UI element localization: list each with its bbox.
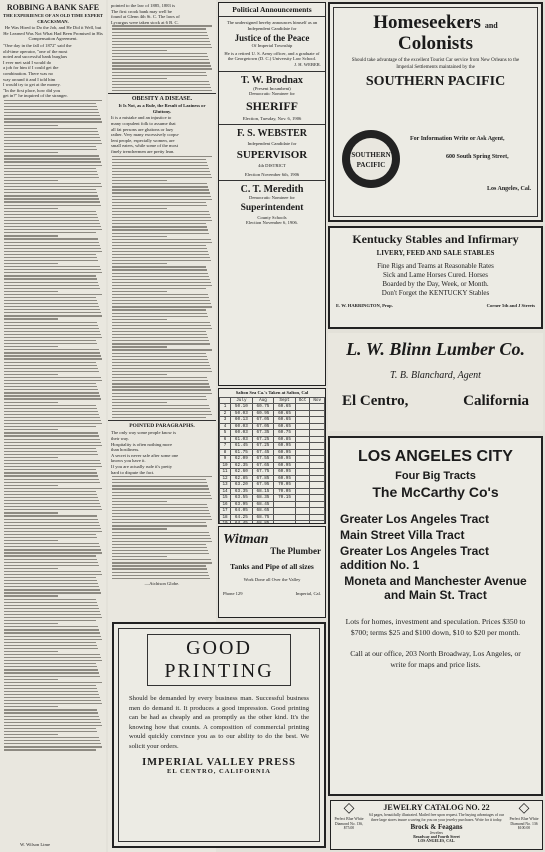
salton-cell: 12 (220, 475, 231, 482)
salton-cell (274, 521, 296, 524)
salton-cell: 60.95 (274, 449, 296, 456)
article-intro (111, 3, 213, 25)
sp-logo-bottom: PACIFIC (356, 161, 386, 169)
kentucky-line: Sick and Lame Horses Cured. Horses (383, 271, 488, 279)
salton-cell: 63.35 (231, 488, 253, 495)
obesity-body (111, 115, 213, 154)
salton-cell: 60.95 (274, 475, 296, 482)
blinn-city: El Centro, (342, 393, 409, 409)
story-line: I would try to get at the money. (3, 82, 61, 88)
salton-cell: 68.85 (252, 521, 274, 524)
salton-cell: 67.05 (252, 417, 274, 424)
salton-cell: 60.65 (274, 417, 296, 424)
salton-cell: 17 (220, 508, 231, 515)
salton-cell: 16 (220, 501, 231, 508)
story-line: "One day in the fall of 1872" said the (3, 42, 72, 48)
kentucky-lines (330, 262, 541, 298)
salton-cell: 60.75 (252, 404, 274, 411)
brodnax-announcement (219, 72, 325, 126)
weber-announcement (219, 17, 325, 72)
salton-cell: 70.05 (274, 488, 296, 495)
diamond-icon: ◇ (518, 801, 530, 816)
obesity-line: It is a mistake and an injustice to (111, 115, 172, 121)
obesity-line: lent people, especially women, are (111, 137, 175, 143)
salton-cell: 60.75 (274, 430, 296, 437)
salton-cell: 1 (220, 404, 231, 411)
column-bank-safe-story (0, 0, 106, 852)
webster-office: SUPERVISOR (236, 148, 308, 161)
salton-cell: 68.65 (252, 508, 274, 515)
salton-cell: 7 (220, 443, 231, 450)
meredith-office: Superintendent (240, 202, 304, 213)
meredith-election: Election November 6, 1906. (246, 220, 298, 226)
salton-cell: 60.65 (274, 423, 296, 430)
witman-tagline: Tanks and Pipe of all sizes (230, 562, 314, 571)
obesity-line: many corpulent folk to assume that (111, 120, 176, 126)
meredith-announcement (219, 181, 325, 229)
jewelry-name: Brock & Feagans (410, 823, 463, 831)
story-line: combination. There was no (3, 70, 53, 76)
sunset-route-logo (340, 128, 402, 190)
sp-info: For Information Write or Ask Agent, (410, 136, 505, 142)
kentucky-prop: E. W. HARRINGTON, Prop. (336, 303, 393, 308)
salton-cell: 67.35 (252, 430, 274, 437)
pointed-line: Hospitality is often nothing more (111, 441, 172, 447)
pointed-title: POINTED PARAGRAPHS. (129, 423, 195, 430)
colonists-title: Colonists (398, 33, 473, 54)
story-line: "In the first place, how did you (3, 87, 61, 93)
la-tract-2: Main Street Villa Tract (340, 528, 465, 542)
salton-cell: 67.05 (252, 423, 274, 430)
salton-cell: 62.35 (231, 462, 253, 469)
webster-district: 4th DISTRICT (258, 162, 286, 168)
sp-logo-top: SOUTHERN (351, 151, 391, 159)
salton-cell: 61.75 (231, 449, 253, 456)
la-title: LOS ANGELES CITY (358, 448, 513, 465)
salton-cell: 70.15 (274, 495, 296, 502)
brodnax-note: (Present Incumbent) (253, 85, 291, 91)
jewelry-city: LOS ANGELES, CAL. (417, 839, 456, 844)
sp-company: SOUTHERN PACIFIC (365, 74, 506, 89)
printing-press: IMPERIAL VALLEY PRESS (142, 757, 296, 768)
story-line: I ever met said I would do (3, 59, 52, 65)
webster-announcement (219, 125, 325, 181)
salton-cell: 10 (220, 462, 231, 469)
weber-intro: The undersigned hereby announces himself as an Independent Candidate for (226, 20, 318, 31)
witman-footer (223, 591, 321, 597)
salton-header: July (231, 397, 253, 404)
webster-party: Independent Candidate for (247, 141, 297, 147)
la-contact: Call at our office, 203 North Broadway, Los Angeles, or write for maps and price lists. (350, 649, 521, 669)
kentucky-line: Don't Forget the KENTUCKY Stables (381, 289, 490, 297)
la-sub1: Four Big Tracts (395, 470, 476, 482)
story-text-continuation (4, 100, 102, 751)
story-line: way around it and I told him (3, 76, 56, 82)
witman-plumber-ad (218, 526, 326, 618)
la-text: Lots for homes, investment and speculation. Prices $350 to $700; terms $25 and $100 down, $10 to $20 per month. (345, 617, 526, 637)
salton-cell: 5 (220, 430, 231, 437)
intro-continuation (112, 25, 212, 91)
blinn-lumber-ad (328, 333, 543, 431)
salton-cell: 13 (220, 482, 231, 489)
kentucky-footer (336, 303, 535, 309)
sp-city: Los Angeles, Cal. (486, 186, 531, 192)
diamond-right (506, 801, 542, 849)
salton-cell: 67.45 (252, 449, 274, 456)
witman-note: Work Done all Over the Valley (243, 577, 301, 582)
pointed-line: knows you have it. (111, 458, 146, 464)
salton-cell: 60.03 (231, 430, 253, 437)
salton-cell: 11 (220, 469, 231, 476)
story-signoff: W. Wilson Lime (20, 842, 51, 848)
witman-city: Imperial, Cal. (295, 590, 321, 596)
story-deck-1: THE EXPERIENCE OF AN OLD TIME EXPERT CRACKSMAN. (3, 13, 103, 24)
story-line: old-time operator, "one of the most (3, 48, 68, 54)
salton-header: Aug (252, 397, 274, 404)
story-line: noted and successful bank burglars (3, 54, 68, 60)
salton-cell: 68.35 (252, 495, 274, 502)
webster-name: F. S. WEBSTER (236, 128, 308, 140)
pointed-line: A secret is never safe after some one (111, 452, 179, 458)
jewelry-catalog-ad (330, 800, 543, 850)
salton-cell: 64.45 (231, 521, 253, 524)
jewelry-text: 64 pages, beautifully illustrated. Mailed free upon request. The buying advantages of our three large stores insure a saving for you on your jewelry purchases. Write for it today. (369, 813, 504, 822)
pointed-line: their way. (111, 435, 130, 441)
obesity-title: OBESITY A DISEASE. (131, 96, 193, 103)
salton-cell: 60.95 (274, 456, 296, 463)
salton-header: Nov (310, 397, 325, 404)
salton-cell: 60.95 (274, 469, 296, 476)
brodnax-name: T. W. Brodnax (241, 74, 303, 86)
intro-line: The first crook bank may well be (111, 8, 172, 14)
pointed-line: If you are actually rude it's pretty (111, 463, 173, 469)
salton-cell: 50.03 (231, 410, 253, 417)
salton-cell: 67.95 (252, 482, 274, 489)
jewelry-center (367, 801, 506, 849)
intro-line: pointed to the law of 1885, 1883 is (111, 3, 176, 8)
la-tracts (330, 512, 541, 602)
story-deck-2: He Was Hired to Do the Job, and He Did it Well, but He Learned Was Not What Had Been Promised in His Compensation Agreement. (3, 25, 103, 42)
obesity-line: all fat persons are gluttons or lazy (111, 126, 174, 132)
salton-cell: 2 (220, 410, 231, 417)
witman-phone: Phone 129 (223, 590, 243, 596)
kentucky-sub: LIVERY, FEED AND SALE STABLES (376, 249, 495, 257)
salton-cell: 63.95 (231, 501, 253, 508)
story-headline: ROBBING A BANK SAFE (6, 3, 100, 12)
salton-cell: 61.03 (231, 436, 253, 443)
blinn-state: California (463, 393, 529, 409)
salton-sea-readings (218, 388, 326, 524)
salton-cell: 60.03 (231, 423, 253, 430)
salton-cell: 61.45 (231, 443, 253, 450)
story-body (3, 43, 103, 99)
pointed-line: hard to dispute the fact. (111, 469, 155, 475)
divider (108, 93, 216, 94)
weber-office: Justice of the Peace (234, 33, 310, 44)
meredith-sub: County Schools (257, 214, 287, 220)
la-sub2: The McCarthy Co's (372, 484, 499, 500)
salton-cell (310, 521, 325, 524)
story-line: get in?" he inquired of the stranger. (3, 93, 68, 99)
salton-cell: 19 (220, 521, 231, 524)
la-tract-4: Moneta and Manchester Avenue and Main St. Tract (344, 574, 527, 602)
salton-cell: 60.85 (274, 436, 296, 443)
printing-text: Should be demanded by every business man. Successful business men do demand it. It produces a good impression. Good printing can be had as cheaply and as promptly as the other kind. It's the knowing how that counts. A composition of commercial printing would quickly convince you as to our ability to do the best. We solicit your orders. (129, 695, 309, 750)
kentucky-title: Kentucky Stables and Infirmary (352, 232, 519, 246)
obesity-line: finely trenchermen are pretty lean. (111, 148, 175, 154)
sp-address: 600 South Spring Street, (446, 154, 509, 160)
homeseekers-and: and (484, 21, 498, 30)
pointed-continuation (112, 476, 212, 579)
good-printing-ad (112, 622, 326, 848)
salton-cell: 70.05 (274, 482, 296, 489)
salton-cell: 68.15 (252, 488, 274, 495)
brodnax-office: SHERIFF (245, 98, 298, 113)
salton-cell: 8 (220, 449, 231, 456)
obesity-line: rather. Very many excessively corpu- (111, 132, 180, 138)
salton-cell: 62.09 (231, 456, 253, 463)
witman-trade: The Plumber (270, 546, 321, 556)
salton-cell: 60.95 (252, 410, 274, 417)
salton-cell: 14 (220, 488, 231, 495)
la-tract-1: Greater Los Angeles Tract (340, 512, 489, 526)
weber-desc: He is a retired U. S. Army officer, and a graduate of the Georgetown (D. C.) University Law School. (224, 50, 320, 62)
diamond-left-label: Perfect Blue White Diamond No. 136, $75.00 (334, 817, 364, 830)
salton-header: Sept (274, 397, 296, 404)
meredith-party: Democratic Nominee for (249, 195, 295, 201)
blinn-location (342, 393, 529, 410)
pointed-line: The only way some people know is (111, 430, 177, 436)
la-tract-3: Greater Los Angeles Tract addition No. 1 (340, 544, 489, 572)
diamond-icon: ◇ (343, 801, 355, 816)
brodnax-party: Democratic Nominee for (249, 91, 295, 97)
pointed-body (111, 430, 213, 475)
salton-cell: 3 (220, 417, 231, 424)
political-announcements (218, 2, 326, 386)
salton-cell: 9 (220, 456, 231, 463)
salton-cell: 6 (220, 436, 231, 443)
los-angeles-tracts-ad (328, 436, 543, 796)
blinn-agent: T. B. Blanchard, Agent (390, 370, 481, 381)
salton-cell: 68.75 (252, 514, 274, 521)
pointed-source: —Atchison Globe. (144, 580, 180, 586)
story-line: a job for him if I could get the (3, 65, 59, 71)
weber-district: Of Imperial Township (251, 43, 293, 49)
salton-cell: 50.10 (231, 404, 253, 411)
salton-cell: 67.25 (252, 436, 274, 443)
printing-title: GOOD PRINTING (147, 634, 291, 686)
obesity-line: small eaters, while some of the most (111, 143, 178, 149)
salton-row (220, 521, 325, 524)
obesity-subhead: It Is Not, as a Rule, the Result of Laziness or Gluttony. (118, 103, 206, 114)
salton-cell: 60.13 (231, 417, 253, 424)
brodnax-election: Election, Tuesday, Nov. 6, 1906 (242, 115, 302, 121)
kentucky-line: Boarded by the Day, Week, or Month. (382, 280, 489, 288)
salton-cell: 67.25 (252, 443, 274, 450)
salton-cell: 62.60 (231, 469, 253, 476)
salton-cell: 60.65 (274, 410, 296, 417)
salton-cell: 63.20 (231, 482, 253, 489)
salton-cell: 62.85 (231, 475, 253, 482)
witman-name: Witman (223, 532, 269, 547)
salton-cell: 67.85 (252, 475, 274, 482)
weber-name: J. H. WEBER. (294, 61, 321, 67)
diamond-left (331, 801, 367, 849)
salton-table (219, 397, 325, 524)
kentucky-stables-ad (328, 226, 543, 329)
salton-cell: 67.75 (252, 469, 274, 476)
homeseekers-title: Homeseekers (373, 12, 481, 33)
salton-cell: 63.55 (231, 495, 253, 502)
political-title: Political Announcements (219, 3, 325, 17)
salton-cell (295, 521, 310, 524)
salton-cell: 4 (220, 423, 231, 430)
salton-cell: 18 (220, 514, 231, 521)
printing-city: EL CENTRO, CALIFORNIA (167, 768, 271, 775)
salton-header: Oct (295, 397, 310, 404)
intro-line: Lycurgus were taken stock at 6 B. C. (111, 19, 179, 25)
kentucky-line: Fine Rigs and Teams at Reasonable Rates (377, 262, 494, 270)
salton-cell: 15 (220, 495, 231, 502)
diamond-right-label: Perfect Blue White Diamond No. 136 $100.00 (509, 817, 539, 830)
meredith-name: C. T. Meredith (240, 184, 304, 196)
jewelry-title: JEWELRY CATALOG NO. 22 (383, 803, 490, 812)
salton-cell: 67.55 (252, 456, 274, 463)
kentucky-corner: Corner 5th and J Streets (486, 303, 535, 308)
blinn-title: L. W. Blinn Lumber Co. (346, 339, 525, 359)
salton-cell: 60.65 (274, 404, 296, 411)
salton-cell: 60.95 (274, 462, 296, 469)
salton-cell: 64.05 (231, 508, 253, 515)
salton-cell: 68.45 (252, 501, 274, 508)
salton-cell: 64.25 (231, 514, 253, 521)
salton-cell: 67.65 (252, 462, 274, 469)
jewelry-sub: Jewelers (429, 831, 444, 835)
divider (108, 420, 216, 421)
obesity-continuation (112, 156, 212, 419)
webster-election: Election November 6th, 1906 (244, 171, 300, 177)
homeseekers-intro: Should take advantage of the excellent Tourist Car service from New Orleans to the Imperial Settlements maintained by the (351, 58, 520, 70)
salton-title: Salton Sea Ca.'s Taken at Salton, Cal (235, 390, 309, 395)
intro-line: found at Glenn 4th St. C. The laws of (111, 14, 180, 20)
southern-pacific-ad (328, 2, 543, 222)
pointed-line: than hostliness. (111, 447, 140, 453)
salton-cell: 60.95 (274, 443, 296, 450)
jewelry-addr: Broadway and Fourth Street (413, 835, 460, 840)
